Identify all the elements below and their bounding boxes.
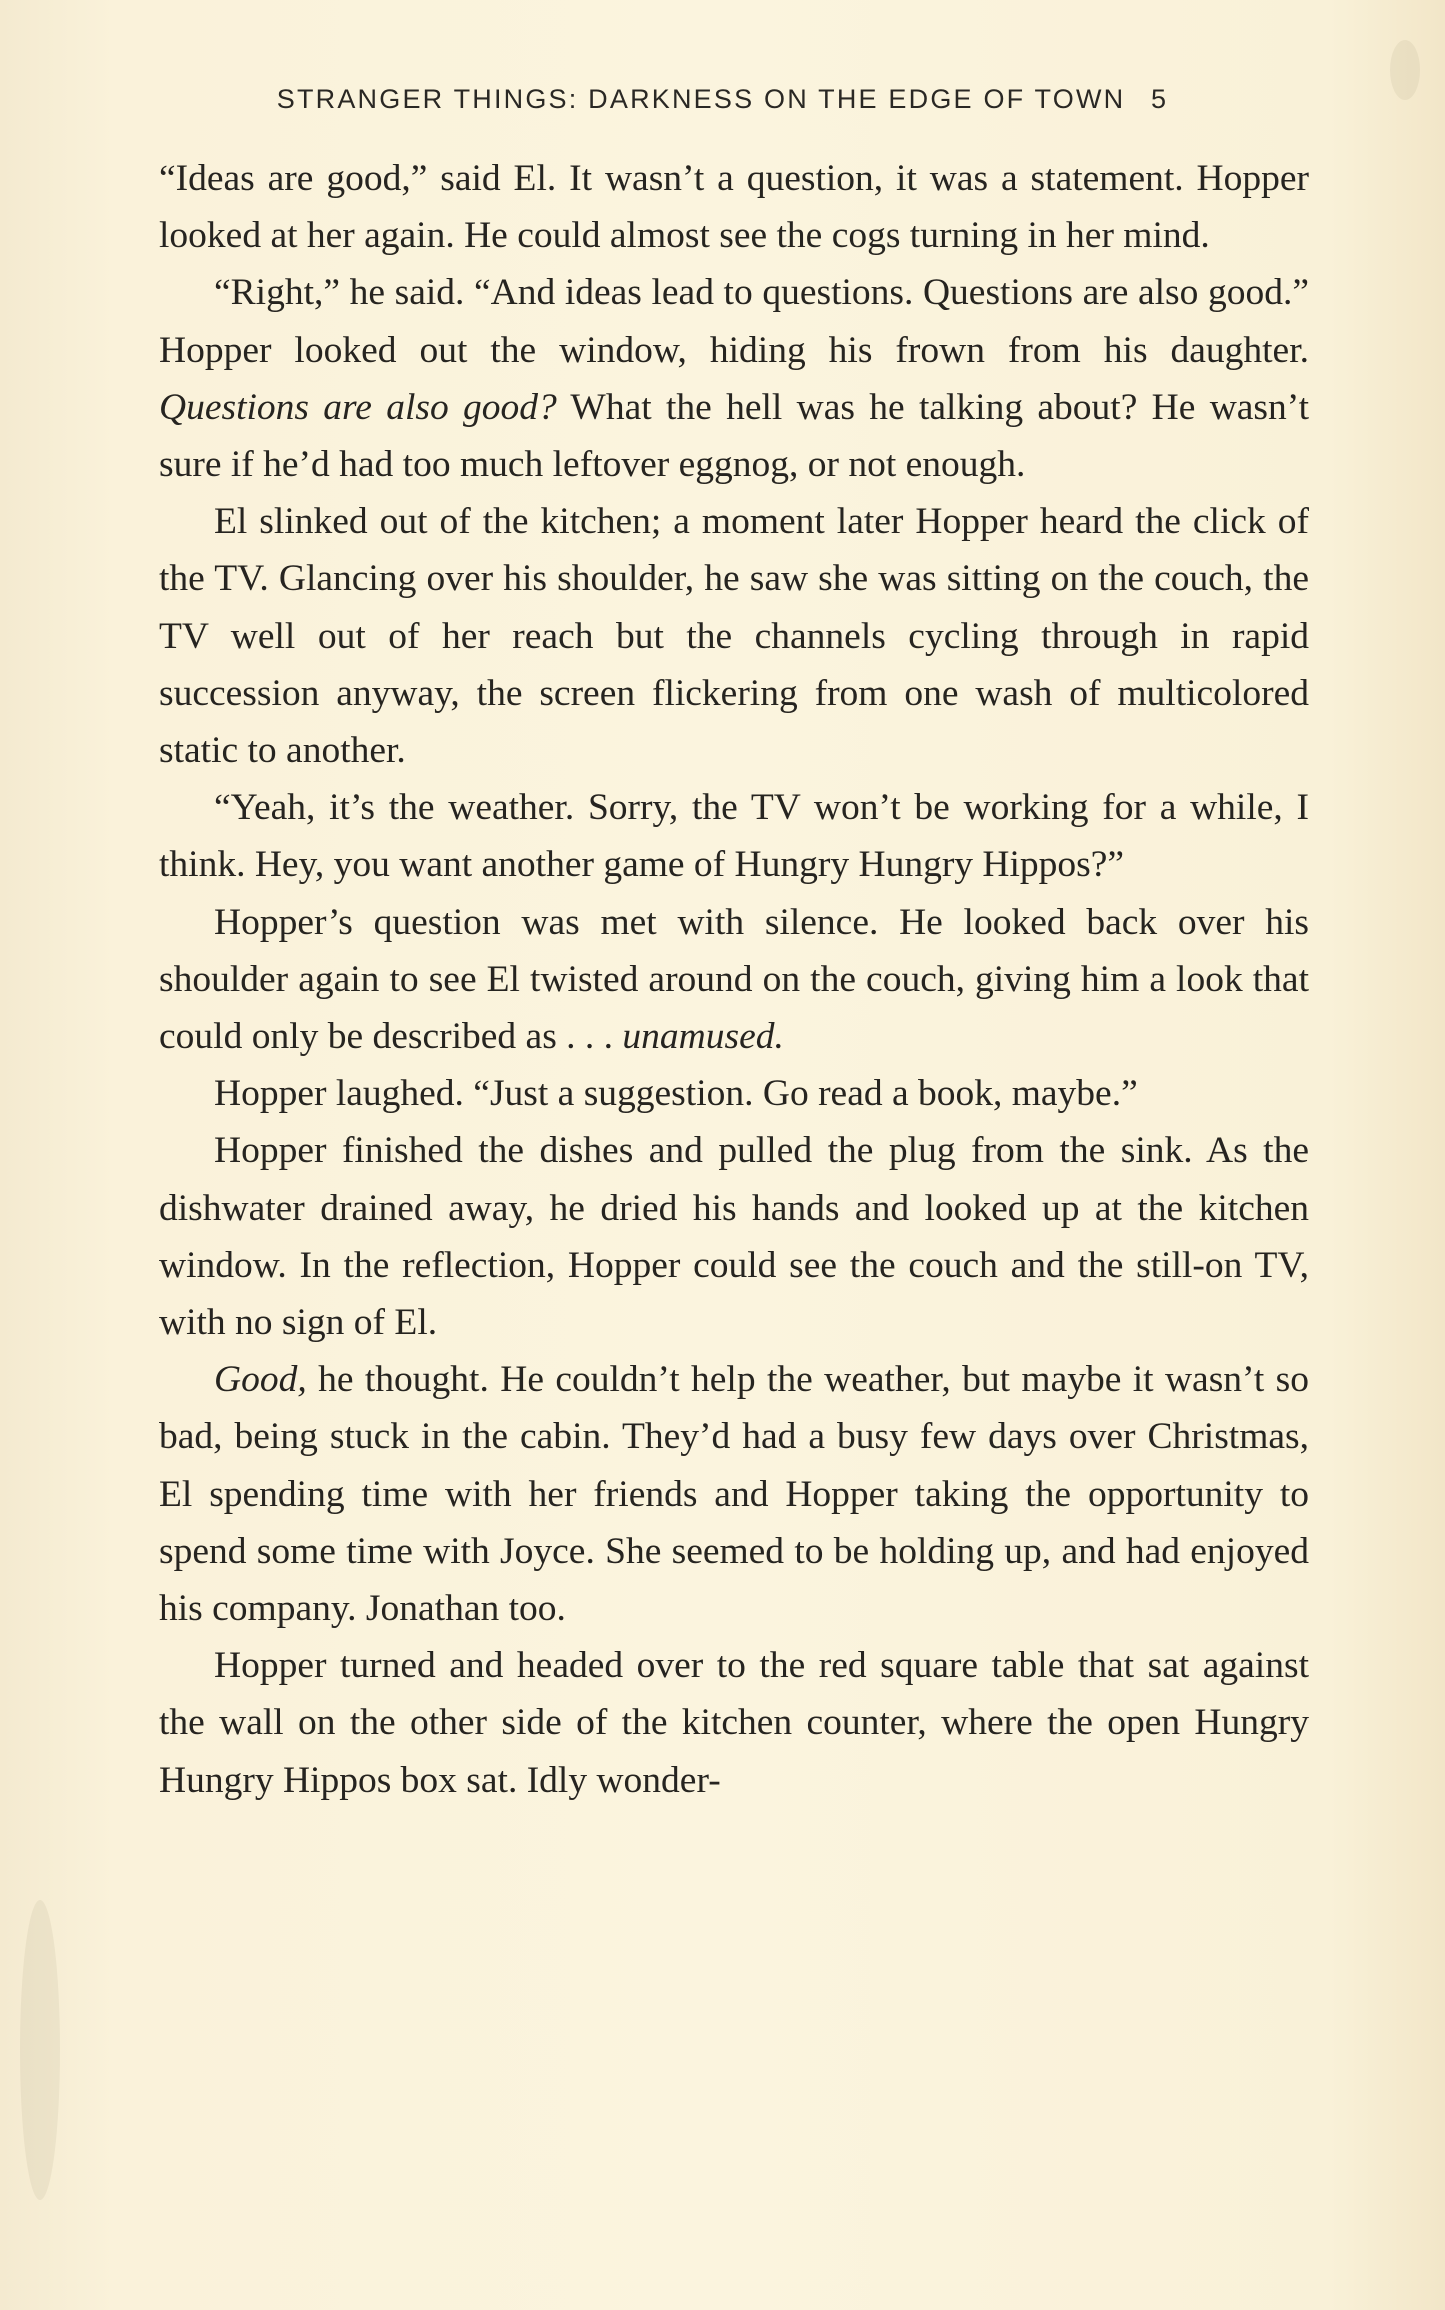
paragraph <box>159 1065 1309 1122</box>
text-run: Hopper finished the dishes and pulled the plug from the sink. As the dishwater drained away, he dried his hands and looked up at the kitchen window. In the reflection, Hopper could see the couch and the still-on TV, with no sign of El. <box>159 1130 1309 1344</box>
paper-smudge <box>20 1900 60 2200</box>
text-run: El slinked out of the kitchen; a moment later Hopper heard the click of the TV. Glancing over his shoulder, he saw she was sitting on the couch, the TV well out of her reach but the channels cycling through in rapid succession anyway, the screen flickering from one wash of multicolored static to another. <box>159 501 1309 772</box>
text-run: Hopper turned and headed over to the red square table that sat against the wall on the other side of the kitchen counter, where the open Hungry Hungry Hippos box sat. Idly wonder- <box>159 1645 1309 1801</box>
paragraph <box>159 150 1309 264</box>
book-title: STRANGER THINGS: DARKNESS ON THE EDGE OF TOWN <box>276 84 1126 114</box>
italic-text: Questions are also good? <box>159 386 557 428</box>
page-number: 5 <box>1151 84 1169 114</box>
paragraph <box>159 493 1309 779</box>
text-run: “Yeah, it’s the weather. Sorry, the TV won’t be working for a while, I think. Hey, you want another game of Hungry Hungry Hippos?” <box>159 787 1309 886</box>
paragraph <box>159 1351 1309 1637</box>
text-run: What the hell was he talking about? He wasn’t sure if he’d had too much leftover eggnog, or not enough. <box>159 386 1310 486</box>
text-run: “Ideas are good,” said El. It wasn’t a question, it was a statement. Hopper looked at her again. He could almost see the cogs turning in her mind. <box>159 158 1309 257</box>
paragraph <box>159 779 1309 893</box>
text-run: he thought. He couldn’t help the weather, but maybe it wasn’t so bad, being stuck in the cabin. They’d had a busy few days over Christmas, El spending time with her friends and Hopper taking the opportunity to spend some time with Joyce. She seemed to be holding up, and had enjoyed his company. Jonathan too. <box>159 1359 1309 1630</box>
paragraph <box>159 264 1309 493</box>
body-text <box>159 150 1309 1809</box>
text-run: Hopper’s question was met with silence. He looked back over his shoulder again to see El twisted around on the couch, giving him a look that could only be described as . . . <box>159 901 1309 1058</box>
running-head <box>0 84 1445 115</box>
paragraph <box>159 1637 1309 1809</box>
italic-text: Good, <box>214 1359 307 1401</box>
italic-text: unamused. <box>622 1016 784 1058</box>
text-run: Hopper laughed. “Just a suggestion. Go read a book, maybe.” <box>214 1073 1138 1115</box>
paragraph <box>159 894 1309 1066</box>
text-run: “Right,” he said. “And ideas lead to questions. Questions are also good.” Hopper looked out the window, hiding his frown from his daughter. <box>159 272 1309 371</box>
paragraph <box>159 1122 1309 1351</box>
